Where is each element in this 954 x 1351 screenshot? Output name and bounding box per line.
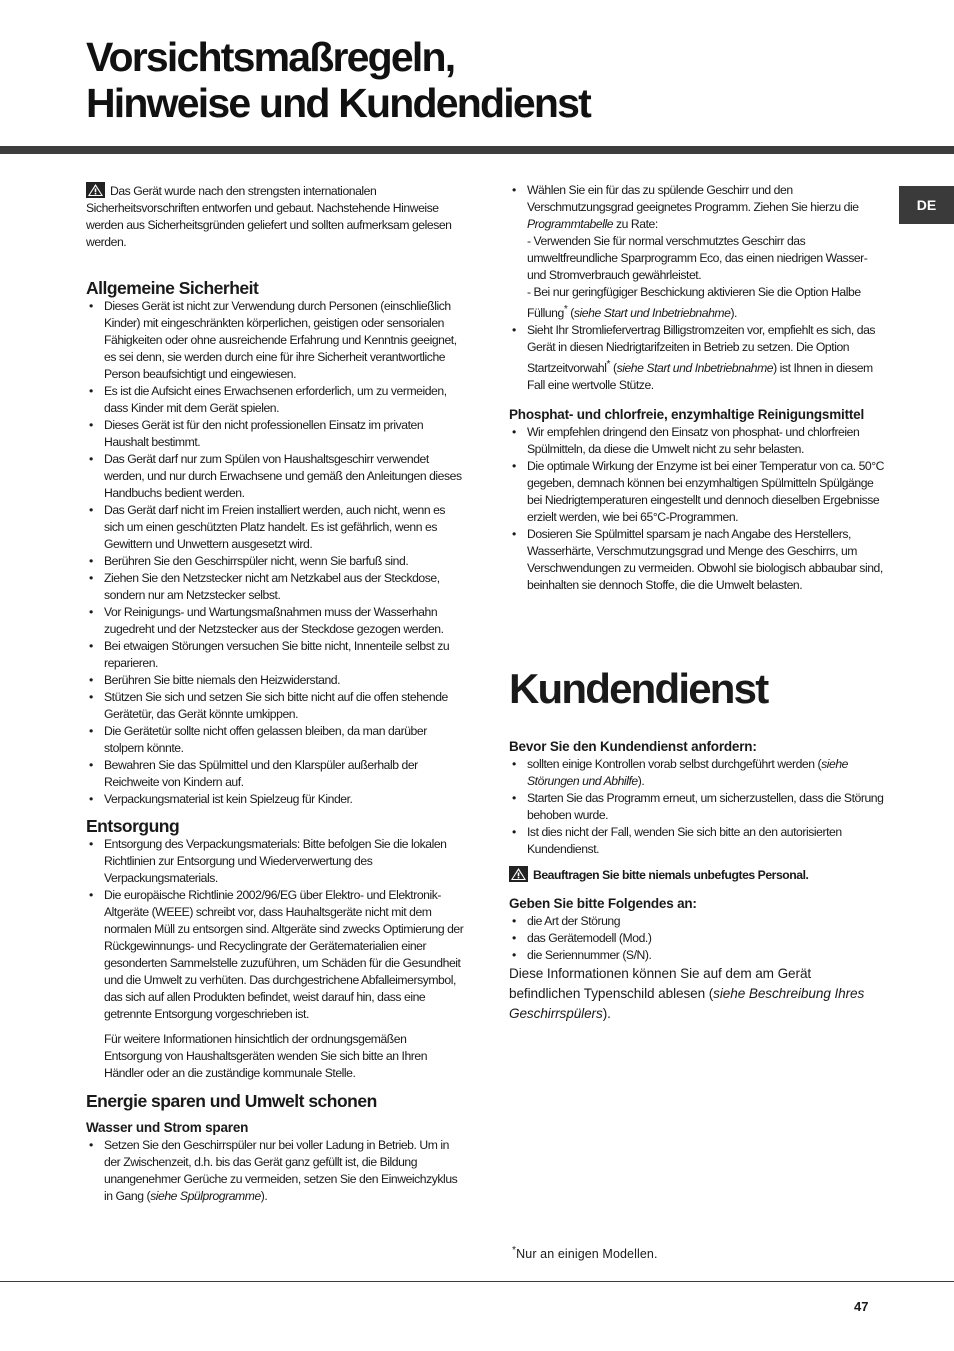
footnote-star: *	[606, 359, 611, 371]
header-rule	[0, 146, 954, 154]
list-item: • Berühren Sie bitte niemals den Heizwiderstand.	[86, 672, 466, 689]
list-item	[509, 756, 885, 790]
footnote	[512, 1245, 658, 1261]
water-item-end: ).	[260, 1189, 268, 1203]
phosphate-list	[509, 424, 885, 594]
list-item: • Starten Sie das Programm erneut, um sicherzustellen, dass die Störung behoben wurde.	[509, 790, 885, 824]
warning-line	[509, 866, 885, 884]
program-eco-line: - Verwenden Sie für normal verschmutztes Geschirr das umweltfreundliche Sparprogramm Eco, das einen niedrigen Wasser- und Stromverbrauch gewährleistet.	[527, 234, 868, 282]
language-tab: DE	[899, 186, 954, 224]
footer-rule	[0, 1281, 954, 1282]
info-text-a: Diese Informationen können Sie auf dem am Gerät befindlichen Typenschild ablesen (	[509, 966, 812, 1002]
disposal-list	[86, 836, 466, 1023]
page-number: 47	[854, 1299, 869, 1314]
list-item	[86, 1137, 466, 1205]
intro-text: Das Gerät wurde nach den strengsten internationalen Sicherheitsvorschriften entworfen und gebaut. Nachstehende Hinweise werden aus Sicherheitsgründen geliefert und sollten aufmerksam gelesen werden.	[86, 184, 452, 249]
list-item: • Dieses Gerät ist für den nicht professionellen Einsatz im privaten Haushalt bestimmt.	[86, 417, 466, 451]
list-item: • die Art der Störung	[509, 913, 885, 930]
list-item: • Verpackungsmaterial ist kein Spielzeug für Kinder.	[86, 791, 466, 808]
left-column	[86, 182, 466, 1205]
general-safety-heading: Allgemeine Sicherheit	[86, 278, 259, 298]
program-text-b: zu Rate:	[613, 217, 658, 231]
give-info-heading: Geben Sie bitte Folgendes an:	[509, 896, 697, 912]
program-table-ref: Programmtabelle	[527, 217, 614, 231]
intro-paragraph	[86, 182, 466, 251]
disposal-heading: Entsorgung	[86, 816, 180, 836]
list-item: • die Seriennummer (S/N).	[509, 947, 885, 964]
disposal-note: Für weitere Informationen hinsichtlich der ordnungsgemäßen Entsorgung von Haushaltsgeräten wenden Sie sich bitte an Ihren Händler oder an die zuständige kommunale Stelle.	[104, 1032, 428, 1080]
list-item: • Dieses Gerät ist nicht zur Verwendung durch Personen (einschließlich Kinder) mit eingeschränkten körperlichen, geistigen oder sensorialen Fähigkeiten oder ohne ausreichende Erfahrung und Kenntnis geeignet, es sei denn, sie werden durch eine für ihre Sicherheit verantwortliche Person beaufsichtigt und eingewiesen.	[86, 298, 466, 383]
list-item: • Wir empfehlen dringend den Einsatz von phosphat- und chlorfreien Spülmitteln, da diese die Umwelt nicht zu sehr belasten.	[509, 424, 885, 458]
list-item: • Sieht Ihr Stromliefervertrag Billigstromzeiten vor, empfiehlt es sich, das Gerät in diesen Niedrigtarifzeiten in Betrieb zu setzen. Die Option Startzeitvorwahl* (siehe Start und Inbetriebnahme) ist Ihnen in diesem Fall eine wertvolle Stütze.	[509, 322, 885, 394]
warning-icon	[509, 866, 528, 882]
program-list	[509, 182, 885, 394]
general-safety-list	[86, 298, 466, 808]
page-title-line2: Hinweise und Kundendienst	[86, 80, 590, 126]
page-title-line1: Vorsichtsmaßregeln,	[86, 34, 455, 80]
energy-heading: Energie sparen und Umwelt schonen	[86, 1091, 377, 1111]
list-item: • Die Gerätetür sollte nicht offen gelassen bleiben, da man darüber stolpern könnte.	[86, 723, 466, 757]
list-item: • Die europäische Richtlinie 2002/96/EG über Elektro- und Elektronik-Altgeräte (WEEE) schreibt vor, dass Hauhaltsgeräte nicht mit dem normalen Müll zu entsorgen sind. Altgeräte sind zwecks Optimierung der Rückgewinnungs- und Recyclingrate der Gerätematerialien einer gesonderten Sammelstelle zuzuführen, um Schäden für die Gesundheit und die Umwelt zu verhüten. Das durchgestrichene Abfalleimersymbol, das sich auf allen Produkten befindet, weist darauf hin, dass eine getrennte Entsorgung vorgeschrieben ist.	[86, 887, 466, 1023]
footnote-star: *	[563, 304, 568, 315]
info-ref: siehe Beschreibung Ihres Geschirrspülers	[509, 986, 865, 1022]
list-item: • Dosieren Sie Spülmittel sparsam je nach Angabe des Herstellers, Wasserhärte, Verschmutzungsgrad und Menge des Geschirrs, um Verschwendungen zu vermeiden. Obwohl sie biologisch abbaubar sind, beinhalten sie dennoch Stoffe, die die Umwelt belasten.	[509, 526, 885, 594]
water-heading: Wasser und Strom sparen	[86, 1120, 249, 1135]
info-text-b: ).	[602, 1006, 611, 1022]
list-item: • Berühren Sie den Geschirrspüler nicht, wenn Sie barfuß sind.	[86, 553, 466, 570]
give-info-list	[509, 913, 885, 964]
water-item-text: Setzen Sie den Geschirrspüler nur bei voller Ladung in Betrieb. Um in der Zwischenzeit, d.h. bis das Gerät ganz gefüllt ist, die Bildung unangenehmer Gerüche zu vermeiden, setzen Sie den Einweichzyklus in Gang (	[104, 1138, 458, 1203]
program-ref2: siehe Start und Inbetriebnahme	[573, 306, 731, 321]
list-item: • Wählen Sie ein für das zu spülende Geschirr und den Verschmutzungsgrad geeignetes Programm. Ziehen Sie hierzu die Programmtabelle zu Rate: - Verwenden Sie für normal verschmutztes Geschirr das umweltfreundliche Sparprogramm Eco, das einen niedrigen Wasser- und Stromverbrauch gewährleistet. - Bei nur geringfügiger Beschickung aktivieren Sie die Option Halbe Füllung* (siehe Start und Inbetriebnahme).	[509, 182, 885, 322]
list-item: • Das Gerät darf nicht im Freien installiert werden, auch nicht, wenn es sich um einen geschützten Platz handelt. Es ist gefährlich, wenn es Gewittern und Unwettern ausgesetzt wird.	[86, 502, 466, 553]
list-item: • Stützen Sie sich und setzen Sie sich bitte nicht auf die offen stehende Gerätetür, das Gerät könnte umkippen.	[86, 689, 466, 723]
service-title: Kundendienst	[509, 665, 768, 713]
water-item-ref: siehe Spülprogramme	[150, 1189, 261, 1203]
list-item: • Die optimale Wirkung der Enzyme ist bei einer Temperatur von ca. 50°C gegeben, demnach können bei enzymhaltigen Spülmitteln Spülgänge bei Niedrigtemperaturen eingestellt und dennoch dieselben Ergebnisse erzielt werden, wie bei 65°C-Programmen.	[509, 458, 885, 526]
list-item: • Das Gerät darf nur zum Spülen von Haushaltsgeschirr verwendet werden, und nur durch Erwachsene und gemäß den Anleitungen dieses Handbuchs bedient werden.	[86, 451, 466, 502]
before-service-heading: Bevor Sie den Kundendienst anfordern:	[509, 739, 757, 755]
phosphate-heading: Phosphat- und chlorfreie, enzymhaltige Reinigungsmittel	[509, 407, 865, 423]
before-text-b: ).	[637, 774, 645, 789]
before-service-list	[509, 756, 885, 858]
list-item: • Bei etwaigen Störungen versuchen Sie bitte nicht, Innenteile selbst zu reparieren.	[86, 638, 466, 672]
footnote-marker: *	[512, 1245, 517, 1256]
right-column	[509, 182, 885, 1024]
list-item: • das Gerätemodell (Mod.)	[509, 930, 885, 947]
before-text-a: sollten einige Kontrollen vorab selbst durchgeführt werden (	[527, 757, 822, 772]
tariff-text-b: ist Ihnen in diesem Fall eine wertvolle Stütze.	[527, 361, 873, 393]
warning-text: Beauftragen Sie bitte niemals unbefugtes Personal.	[533, 868, 809, 883]
program-half-line: - Bei nur geringfügiger Beschickung aktivieren Sie die Option Halbe Füllung	[527, 285, 861, 321]
list-item: • Ziehen Sie den Netzstecker nicht am Netzkabel aus der Steckdose, sondern nur am Netzstecker selbst.	[86, 570, 466, 604]
warning-icon	[86, 182, 105, 198]
list-item: • Bewahren Sie das Spülmittel und den Klarspüler außerhalb der Reichweite von Kindern auf.	[86, 757, 466, 791]
info-paragraph	[509, 964, 885, 1024]
footnote-text: Nur an einigen Modellen.	[516, 1247, 658, 1262]
tariff-text-a: Sieht Ihr Stromliefervertrag Billigstromzeiten vor, empfiehlt es sich, das Gerät in diesen Niedrigtarifzeiten in Betrieb zu setzen. Die Option Startzeitvorwahl	[527, 323, 876, 376]
page-title	[86, 34, 786, 126]
water-list	[86, 1137, 466, 1205]
list-item: • Ist dies nicht der Fall, wenden Sie sich bitte an den autorisierten Kundendienst.	[509, 824, 885, 858]
list-item: • Es ist die Aufsicht eines Erwachsenen erforderlich, um zu vermeiden, dass Kinder mit dem Gerät spielen.	[86, 383, 466, 417]
before-ref: siehe Störungen und Abhilfe	[527, 757, 849, 789]
list-item: • Entsorgung des Verpackungsmaterials: Bitte befolgen Sie die lokalen Richtlinien zur Entsorgung und Wiederverwertung des Verpackungsmaterials.	[86, 836, 466, 887]
tariff-ref: siehe Start und Inbetriebnahme	[616, 361, 774, 376]
list-item: • Vor Reinigungs- und Wartungsmaßnahmen muss der Wasserhahn zugedreht und der Netzstecker aus der Steckdose gezogen werden.	[86, 604, 466, 638]
program-text-a: Wählen Sie ein für das zu spülende Geschirr und den Verschmutzungsgrad geeignetes Programm. Ziehen Sie hierzu die	[527, 183, 859, 214]
